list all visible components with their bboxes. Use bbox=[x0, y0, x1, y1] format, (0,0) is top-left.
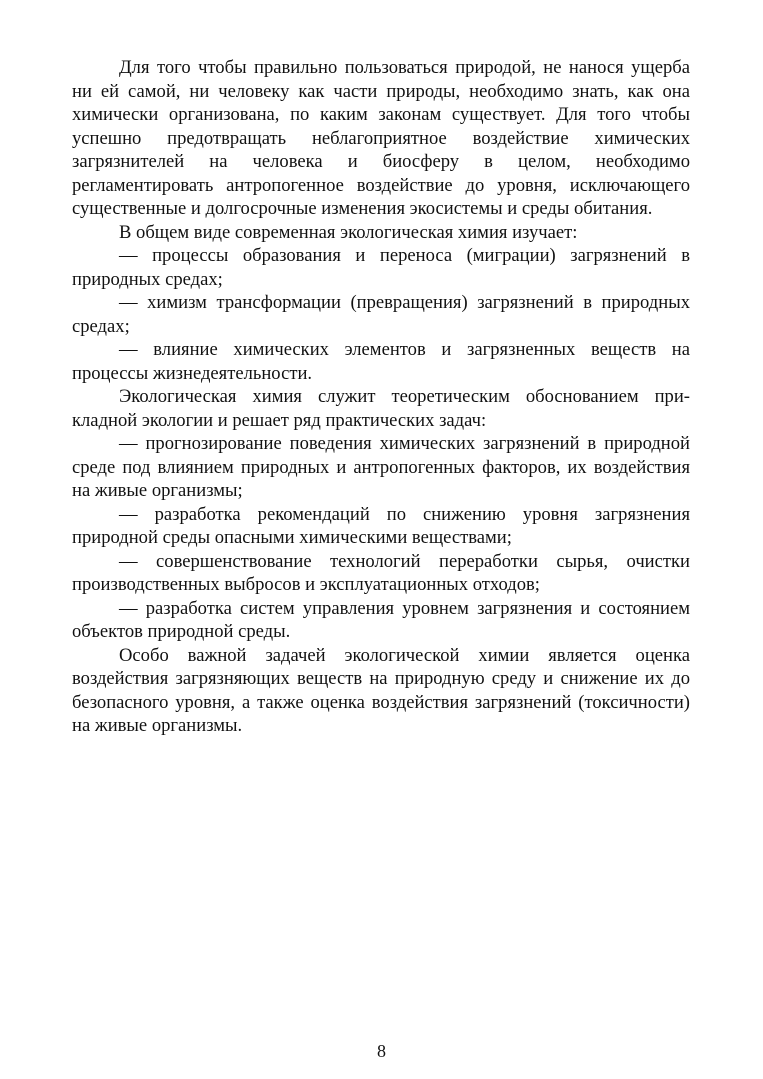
page-body bbox=[72, 56, 690, 738]
page-number: 8 bbox=[377, 1041, 386, 1061]
paragraph-conclusion: Особо важной задачей экологической химии является оценка воздействия загрязняющих веществ на природную среду и снижение их до безопасного уровня, а также оценка воздействия загрязнений (токсичности) на живые организмы. bbox=[72, 644, 690, 736]
list-item-forecasting: — прогнозирование поведения химических загрязнений в природной среде под влиянием природных и антропогенных факторов, их воздействия на живые организмы; bbox=[72, 433, 690, 501]
list-item-recommendations: — разработка рекомендаций по снижению уровня загрязнения природной среды опасными химическими веществами; bbox=[72, 503, 690, 548]
paragraph-studies-intro: В общем виде современная экологическая химия изучает: bbox=[119, 221, 578, 243]
paragraph-intro: Для того чтобы правильно пользоваться природой, не нанося ущерба ни ей самой, ни человеку как части природы, необходимо знать, как она химически организована, по каким законам существует. Для того чтобы успешно предотвращать неблагоприятное воздействие химических загрязнителей на человека и биосферу в целом, необходимо регламентировать антропогенное воздействие до уровня, исключающего существенные и долгосрочные изменения экосистемы и среды обитания. bbox=[72, 57, 690, 219]
list-item-migration: — процессы образования и переноса (миграции) загрязнений в природных средах; bbox=[72, 245, 690, 290]
paragraph-tasks-intro: Экологическая химия служит теоретическим обоснованием прикладной экологии и решает ряд практических задач: bbox=[72, 386, 690, 431]
list-item-influence: — влияние химических элементов и загрязненных веществ на процессы жизнедеятельности. bbox=[72, 339, 690, 384]
list-item-technologies: — совершенствование технологий переработки сырья, очистки производственных выбросов и эксплуатационных отходов; bbox=[72, 550, 690, 595]
list-item-management: — разработка систем управления уровнем загрязнения и состоянием объектов природной среды. bbox=[72, 597, 690, 642]
list-item-transformation: — химизм трансформации (превращения) загрязнений в природных средах; bbox=[72, 292, 690, 337]
